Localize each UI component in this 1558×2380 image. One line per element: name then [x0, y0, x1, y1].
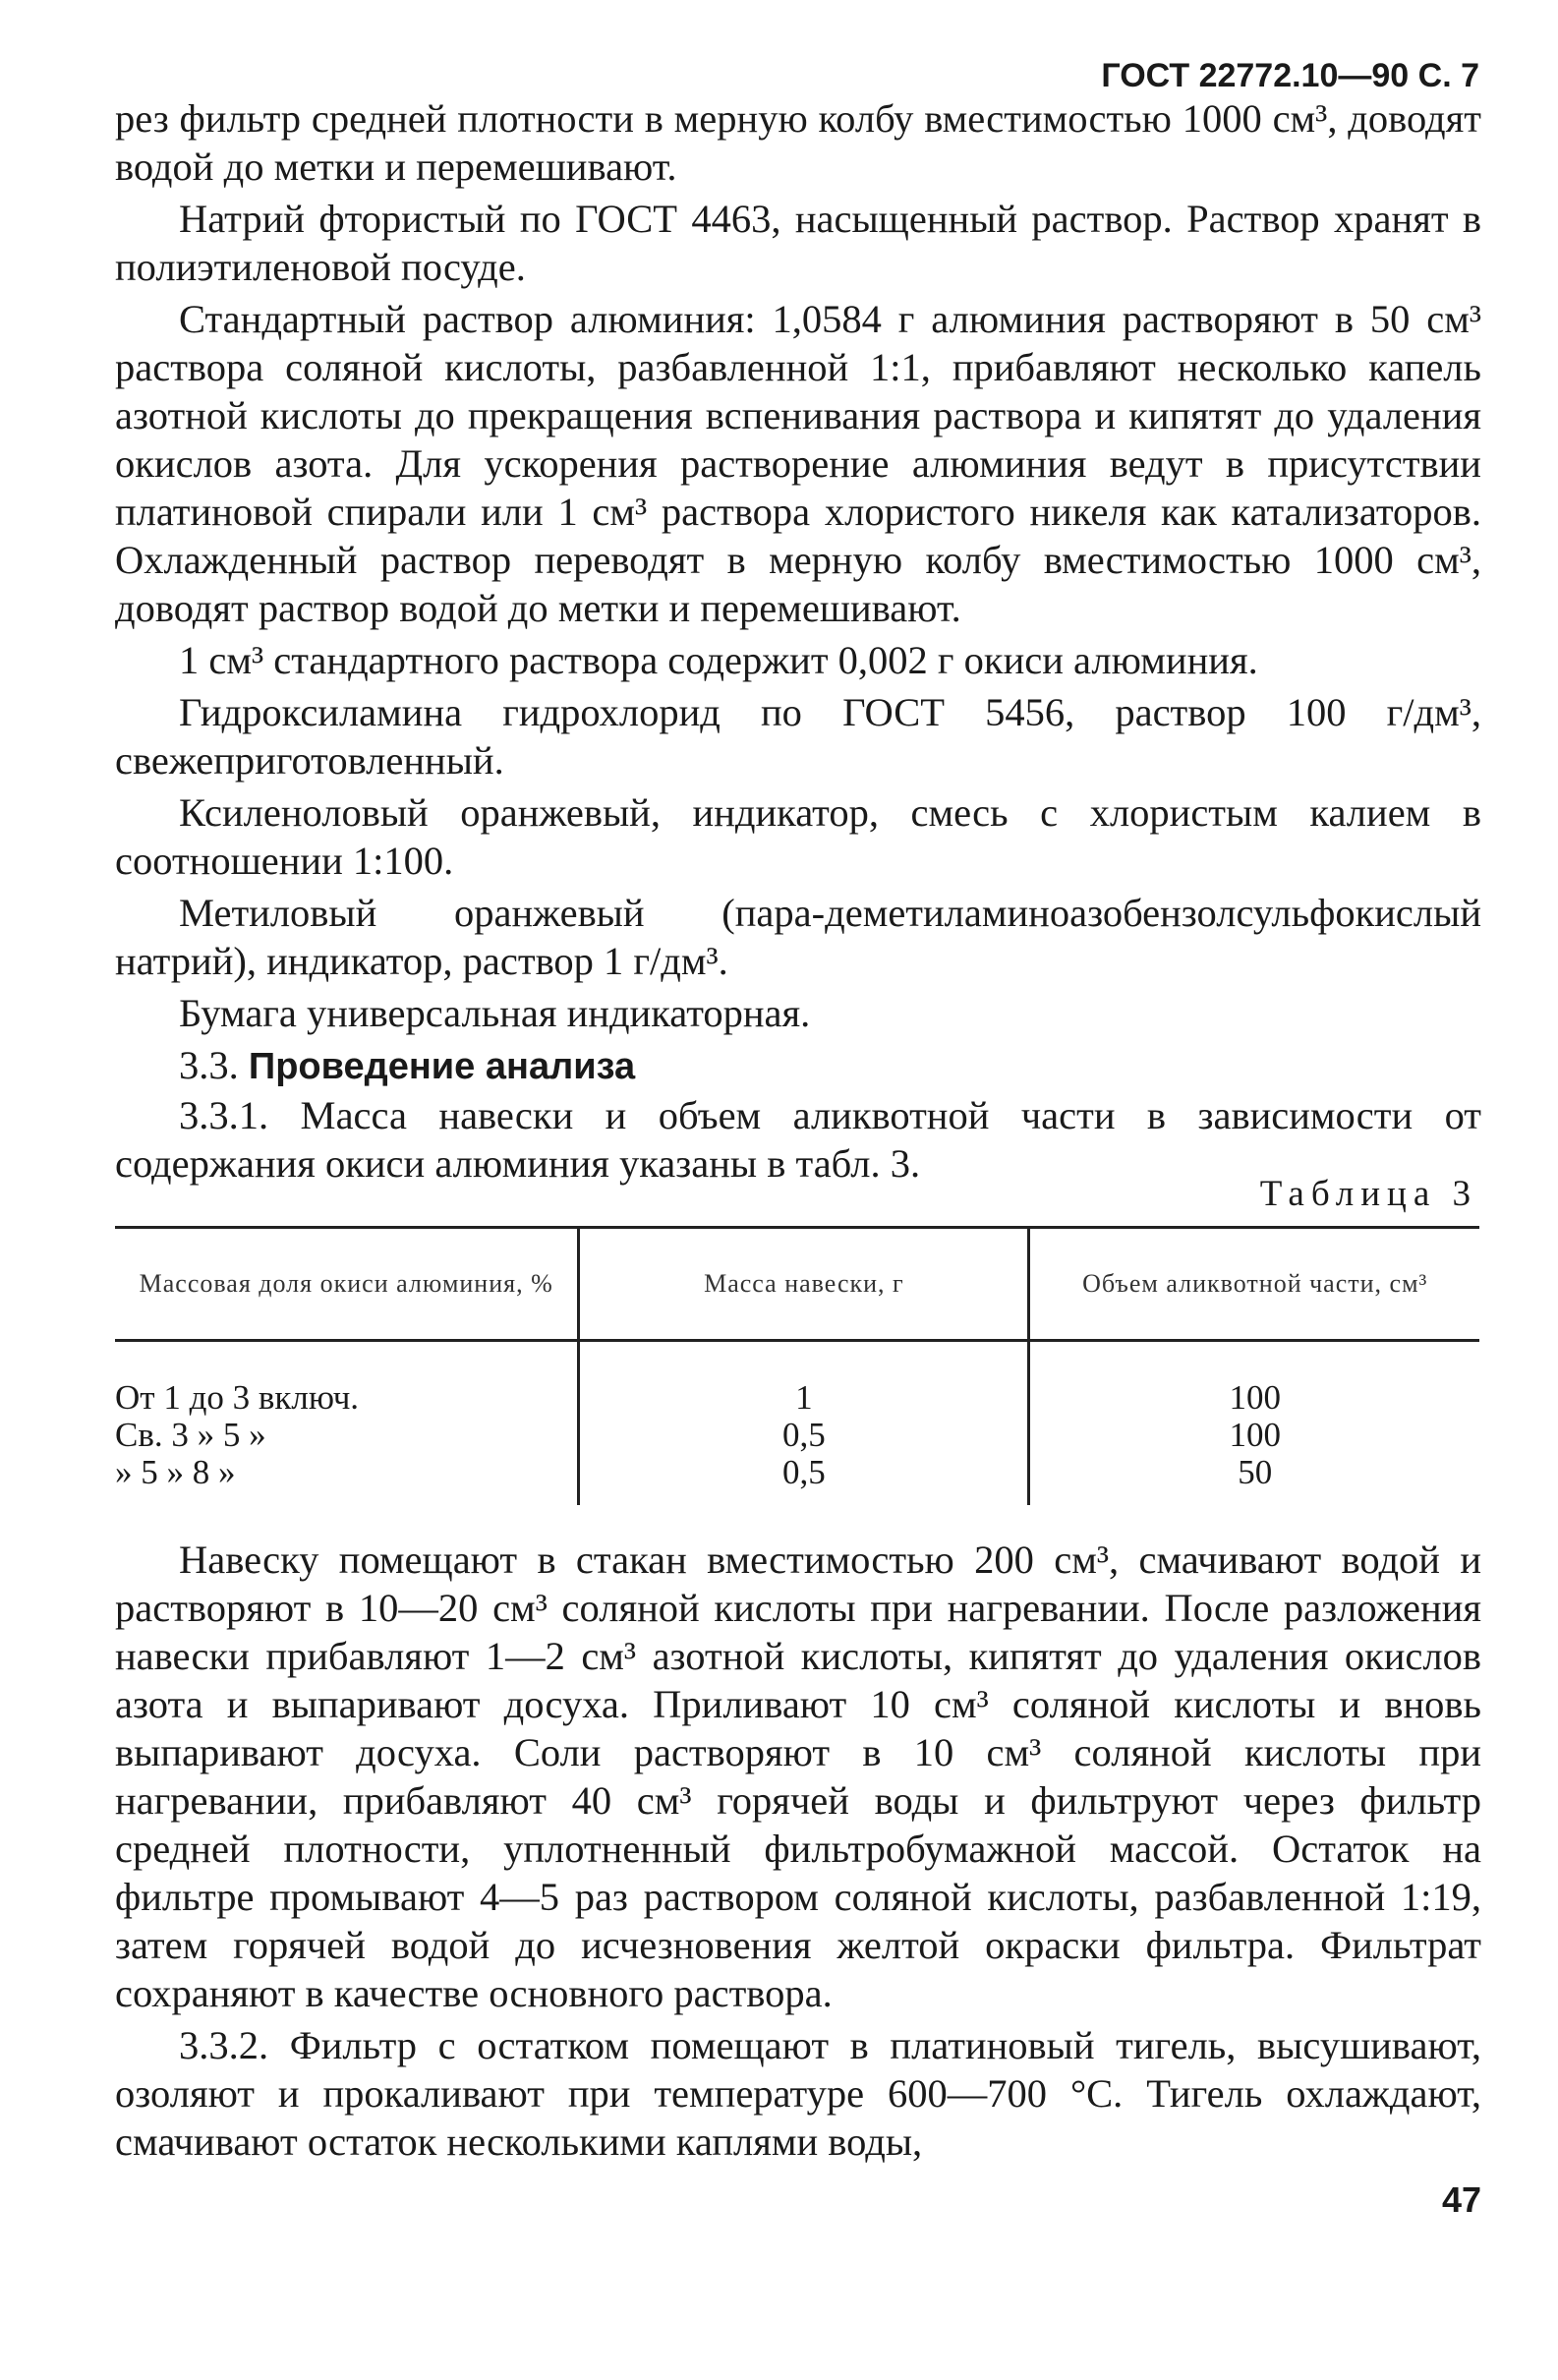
section-heading — [115, 1041, 1481, 1091]
table-cell: 100 — [1029, 1341, 1479, 1418]
bottom-text-block — [115, 1536, 1481, 2170]
paragraph-sample-dissolution: Навеску помещают в стакан вместимостью 200 см³, смачивают водой и растворяют в 10—20 см³ соляной кислоты при нагревании. После разложения навески прибавляют 1—2 см³ азотной кислоты, кипятят до удаления окислов азота и выпаривают досуха. Приливают 10 см³ соляной кислоты и вновь выпаривают досуха. Соли растворяют в 10 см³ соляной кислоты при нагревании, прибавляют 40 см³ горячей воды и фильтруют через фильтр средней плотности, уплотненный фильтробумажной массой. Остаток на фильтре промывают 4—5 раз раствором соляной кислоты, разбавленной 1:19, затем горячей водой до исчезновения желтой окраски фильтра. Фильтрат сохраняют в качестве основного раствора. — [115, 1538, 1481, 2015]
paragraph-methyl-orange: Метиловый оранжевый (пара-деметиламиноазобензолсульфокислый натрий), индикатор, раствор 1 г/дм³. — [115, 891, 1481, 983]
table-row — [115, 1417, 1479, 1454]
table-row — [115, 1341, 1479, 1418]
table-cell: 0,5 — [579, 1417, 1029, 1454]
table-row — [115, 1454, 1479, 1505]
table-cell: 100 — [1029, 1417, 1479, 1454]
table-header-cell: Массовая доля окиси алюминия, % — [115, 1228, 579, 1341]
data-table — [115, 1226, 1479, 1505]
table-cell: От 1 до 3 включ. — [115, 1378, 360, 1417]
table-header-cell: Объем аликвотной части, см³ — [1029, 1228, 1479, 1341]
paragraph-xylenol-orange: Ксиленоловый оранжевый, индикатор, смесь с хлористым калием в соотношении 1:100. — [115, 790, 1481, 883]
table-cell: 1 — [579, 1341, 1029, 1418]
top-text-block — [115, 94, 1481, 1191]
document-header: ГОСТ 22772.10—90 С. 7 — [1101, 57, 1479, 94]
page-number: 47 — [1441, 2179, 1481, 2220]
paragraph-3-3-1: 3.3.1. Масса навески и объем аликвотной части в зависимости от содержания окиси алюминия указаны в табл. 3. — [115, 1093, 1481, 1186]
table-caption: Таблица 3 — [1259, 1174, 1477, 1214]
table-header-row — [115, 1228, 1479, 1341]
table-cell: 50 — [1029, 1454, 1479, 1505]
paragraph-continuation: рез фильтр средней плотности в мерную колбу вместимостью 1000 см³, доводят водой до метки и перемешивают. — [115, 96, 1481, 189]
paragraph-hydroxylamine: Гидроксиламина гидрохлорид по ГОСТ 5456, раствор 100 г/дм³, свежеприготовленный. — [115, 690, 1481, 783]
paragraph-3-3-2: 3.3.2. Фильтр с остатком помещают в платиновый тигель, высушивают, озоляют и прокаливают при температуре 600—700 °С. Тигель охлаждают, смачивают остаток несколькими каплями воды, — [115, 2023, 1481, 2164]
table-cell: » 5 » 8 » — [115, 1453, 236, 1491]
paragraph-standard-solution: Стандартный раствор алюминия: 1,0584 г алюминия растворяют в 50 см³ раствора соляной кислоты, разбавленной 1:1, прибавляют несколько капель азотной кислоты до прекращения вспенивания раствора и кипятят до удаления окислов азота. Для ускорения растворение алюминия ведут в присутствии платиновой спирали или 1 см³ раствора хлористого никеля как катализаторов. Охлажденный раствор переводят в мерную колбу вместимостью 1000 см³, доводят раствор водой до метки и перемешивают. — [115, 297, 1481, 630]
section-title: Проведение анализа — [248, 1046, 636, 1087]
table-cell: 0,5 — [579, 1454, 1029, 1505]
paragraph-sodium-fluoride: Натрий фтористый по ГОСТ 4463, насыщенный раствор. Раствор хранят в полиэтиленовой посуде. — [115, 197, 1481, 289]
paragraph-indicator-paper: Бумага универсальная индикаторная. — [179, 991, 811, 1035]
paragraph-standard-content: 1 см³ стандартного раствора содержит 0,002 г окиси алюминия. — [179, 638, 1258, 682]
table-container — [115, 1226, 1479, 1505]
section-number: 3.3. — [179, 1043, 239, 1087]
table-header-cell: Масса навески, г — [579, 1228, 1029, 1341]
table-cell: Св. 3 » 5 » — [115, 1416, 266, 1454]
